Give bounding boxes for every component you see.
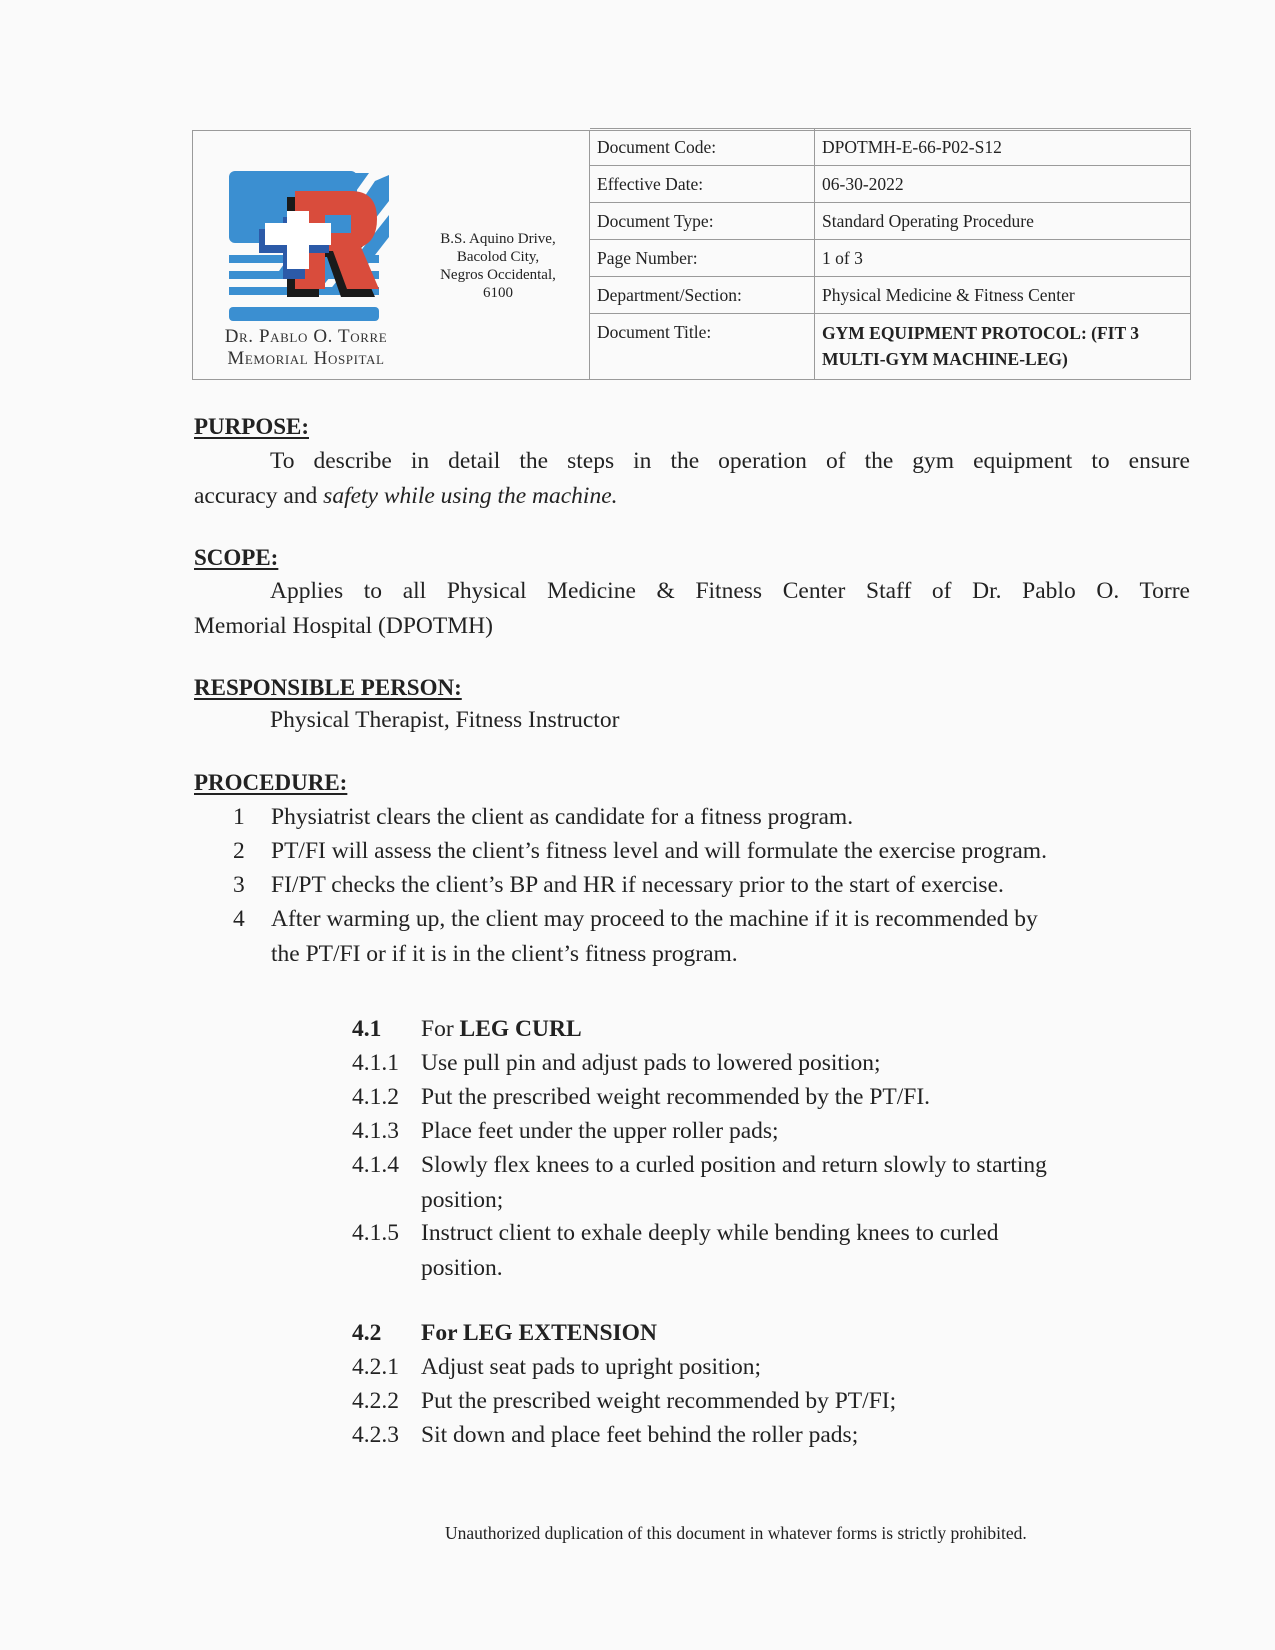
step-number: 4 (233, 906, 245, 932)
document-title-line2: MULTI-GYM MACHINE-LEG) (822, 349, 1068, 369)
meta-row-document-code (590, 129, 1191, 166)
responsible-person-heading: RESPONSIBLE PERSON: (194, 675, 462, 700)
step-text (271, 902, 1191, 972)
step-text-line2: the PT/FI or if it is in the client’s fitness program. (271, 941, 738, 967)
item-text-line1: Slowly flex knees to a curled position and return slowly to starting (421, 1152, 1047, 1178)
scope-heading: SCOPE: (194, 545, 279, 570)
section-number: 4.1 (352, 1016, 382, 1042)
meta-value: 1 of 3 (822, 248, 863, 268)
hospital-address (418, 230, 578, 302)
item-number: 4.2.1 (352, 1354, 399, 1380)
meta-value: DPOTMH-E-66-P02-S12 (822, 137, 1002, 157)
step-text-line1: After warming up, the client may proceed to the machine if it is recommended by (271, 906, 1038, 932)
hospital-logo-icon (229, 171, 389, 323)
scope-line2: Memorial Hospital (DPOTMH) (194, 613, 493, 639)
document-header-table (192, 130, 1191, 380)
meta-row-page-number (590, 240, 1191, 277)
item-number: 4.1.3 (352, 1118, 399, 1144)
section-title: For LEG EXTENSION (421, 1320, 657, 1346)
item-text (421, 1216, 1171, 1286)
procedure-heading: PROCEDURE: (194, 770, 348, 795)
item-text-line1: Instruct client to exhale deeply while bending knees to curled (421, 1220, 999, 1246)
meta-value: Physical Medicine & Fitness Center (822, 285, 1075, 305)
hospital-name-line2: Memorial Hospital (227, 348, 385, 369)
item-text: Place feet under the upper roller pads; (421, 1118, 779, 1144)
item-text: Use pull pin and adjust pads to lowered position; (421, 1050, 881, 1076)
scope-line1: Applies to all Physical Medicine & Fitness Center Staff of Dr. Pablo O. Torre (270, 578, 1190, 604)
purpose-line2-b: safety while using the machine. (323, 483, 618, 509)
section-title-bold: LEG CURL (459, 1016, 582, 1042)
hospital-name (201, 326, 411, 370)
step-text: FI/PT checks the client’s BP and HR if necessary prior to the start of exercise. (271, 872, 1004, 898)
item-text: Adjust seat pads to upright position; (421, 1354, 762, 1380)
item-text: Sit down and place feet behind the roller pads; (421, 1422, 859, 1448)
address-line: Negros Occidental, (440, 267, 556, 283)
meta-label: Page Number: (590, 240, 815, 276)
hospital-name-line1: Dr. Pablo O. Torre (224, 326, 388, 347)
item-text-line2: position. (421, 1255, 503, 1281)
step-text: Physiatrist clears the client as candidate for a fitness program. (271, 804, 854, 830)
item-number: 4.1.2 (352, 1084, 399, 1110)
step-text: PT/FI will assess the client’s fitness level and will formulate the exercise program. (271, 838, 1047, 864)
meta-row-department (590, 277, 1191, 314)
meta-row-document-title (590, 314, 1191, 380)
scope-text (194, 574, 1190, 644)
item-text (421, 1148, 1171, 1218)
purpose-text (194, 444, 1190, 514)
meta-value: 06-30-2022 (822, 174, 904, 194)
item-text: Put the prescribed weight recommended by the PT/FI. (421, 1084, 931, 1110)
footer-notice: Unauthorized duplication of this document in whatever forms is strictly prohibited. (445, 1523, 1027, 1543)
item-number: 4.2.3 (352, 1422, 399, 1448)
section-title-prefix: For (421, 1016, 460, 1042)
section-title (421, 1012, 1171, 1047)
step-number: 1 (233, 804, 245, 830)
item-number: 4.2.2 (352, 1388, 399, 1414)
meta-row-document-type (590, 203, 1191, 240)
responsible-person-text: Physical Therapist, Fitness Instructor (270, 707, 620, 733)
section-number: 4.2 (352, 1320, 382, 1346)
item-number: 4.1.4 (352, 1152, 399, 1178)
hospital-identity-cell (193, 131, 590, 379)
address-line: B.S. Aquino Drive, (440, 231, 556, 247)
step-number: 3 (233, 872, 245, 898)
meta-label: Effective Date: (590, 166, 815, 202)
meta-value: Standard Operating Procedure (822, 211, 1034, 231)
meta-label: Document Title: (590, 314, 815, 380)
address-line: Bacolod City, (456, 249, 540, 265)
document-title-line1: GYM EQUIPMENT PROTOCOL: (FIT 3 (822, 323, 1139, 343)
meta-label: Document Code: (590, 129, 815, 165)
item-number: 4.1.5 (352, 1220, 399, 1246)
meta-value (815, 314, 1191, 386)
step-number: 2 (233, 838, 245, 864)
purpose-line1: To describe in detail the steps in the operation of the gym equipment to ensure (270, 448, 1190, 474)
meta-label: Document Type: (590, 203, 815, 239)
item-number: 4.1.1 (352, 1050, 399, 1076)
purpose-line2-a: accuracy and (194, 483, 324, 509)
meta-row-effective-date (590, 166, 1191, 203)
item-text: Put the prescribed weight recommended by PT/FI; (421, 1388, 897, 1414)
address-line: 6100 (483, 285, 513, 301)
purpose-heading: PURPOSE: (194, 414, 309, 439)
item-text-line2: position; (421, 1187, 504, 1213)
meta-label: Department/Section: (590, 277, 815, 313)
document-metadata (590, 128, 1191, 380)
